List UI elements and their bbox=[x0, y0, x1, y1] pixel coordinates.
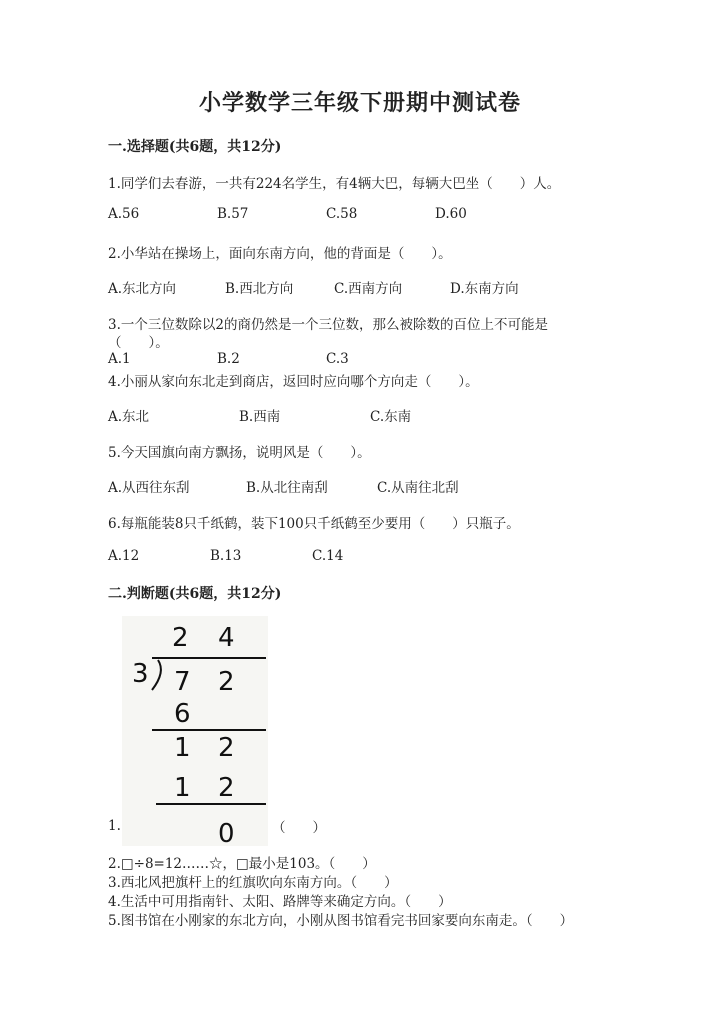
option-3b: B.2 bbox=[217, 351, 240, 367]
question-3-cont: （ ）。 bbox=[108, 335, 169, 351]
option-1a: A.56 bbox=[108, 206, 140, 222]
section-heading-judgement: 二.判断题(共6题，共12分) bbox=[108, 586, 282, 602]
quotient-digit-1: 2 bbox=[172, 623, 189, 653]
judgement-4: 4.生活中可用指南针、太阳、路牌等来确定方向。（ ） bbox=[108, 894, 452, 910]
option-2c: C.西南方向 bbox=[334, 281, 403, 297]
step3-digit-2: 2 bbox=[218, 773, 235, 803]
option-5c: C.从南往北刮 bbox=[377, 480, 459, 496]
option-2d: D.东南方向 bbox=[450, 281, 519, 297]
question-1: 1.同学们去春游，一共有224名学生，有4辆大巴，每辆大巴坐（ ）人。 bbox=[108, 176, 561, 192]
question-4: 4.小丽从家向东北走到商店，返回时应向哪个方向走（ ）。 bbox=[108, 374, 479, 390]
judgement-2: 2.□÷8=12……☆，□最小是103。（ ） bbox=[108, 856, 376, 872]
judgement-1-number: 1. bbox=[108, 818, 121, 834]
question-6: 6.每瓶能装8只千纸鹤，装下100只千纸鹤至少要用（ ）只瓶子。 bbox=[108, 516, 520, 532]
option-1d: D.60 bbox=[435, 206, 467, 222]
option-3a: A.1 bbox=[108, 351, 131, 367]
option-6b: B.13 bbox=[210, 548, 242, 564]
step2-digit-2: 2 bbox=[218, 733, 235, 763]
step3-digit-1: 1 bbox=[174, 773, 191, 803]
divisor: 3 bbox=[132, 659, 149, 689]
judgement-1-paren: （ ） bbox=[272, 820, 326, 836]
quotient-digit-2: 4 bbox=[218, 623, 235, 653]
judgement-3: 3.西北风把旗杆上的红旗吹向东南方向。（ ） bbox=[108, 875, 398, 891]
section-heading-choice: 一.选择题(共6题，共12分) bbox=[108, 139, 282, 155]
option-1c: C.58 bbox=[326, 206, 358, 222]
dividend-digit-2: 2 bbox=[218, 667, 235, 697]
option-1b: B.57 bbox=[217, 206, 249, 222]
option-5b: B.从北往南刮 bbox=[246, 480, 328, 496]
option-5a: A.从西往东刮 bbox=[108, 480, 190, 496]
option-4a: A.东北 bbox=[108, 409, 150, 425]
step1-digit: 6 bbox=[174, 699, 191, 729]
long-division-figure bbox=[122, 616, 268, 846]
option-2b: B.西北方向 bbox=[225, 281, 294, 297]
judgement-5: 5.图书馆在小刚家的东北方向，小刚从图书馆看完书回家要向东南走。（ ） bbox=[108, 913, 574, 929]
question-2: 2.小华站在操场上，面向东南方向，他的背面是（ ）。 bbox=[108, 246, 452, 262]
step2-digit-1: 1 bbox=[174, 733, 191, 763]
option-6a: A.12 bbox=[108, 548, 140, 564]
page-title: 小学数学三年级下册期中测试卷 bbox=[198, 90, 521, 116]
option-4c: C.东南 bbox=[370, 409, 412, 425]
option-6c: C.14 bbox=[312, 548, 344, 564]
dividend-digit-1: 7 bbox=[174, 667, 191, 697]
remainder-digit: 0 bbox=[218, 819, 235, 846]
option-2a: A.东北方向 bbox=[108, 281, 177, 297]
question-5: 5.今天国旗向南方飘扬，说明风是（ ）。 bbox=[108, 445, 371, 461]
option-3c: C.3 bbox=[326, 351, 349, 367]
option-4b: B.西南 bbox=[239, 409, 281, 425]
question-3: 3.一个三位数除以2的商仍然是一个三位数，那么被除数的百位上不可能是 bbox=[108, 317, 548, 333]
